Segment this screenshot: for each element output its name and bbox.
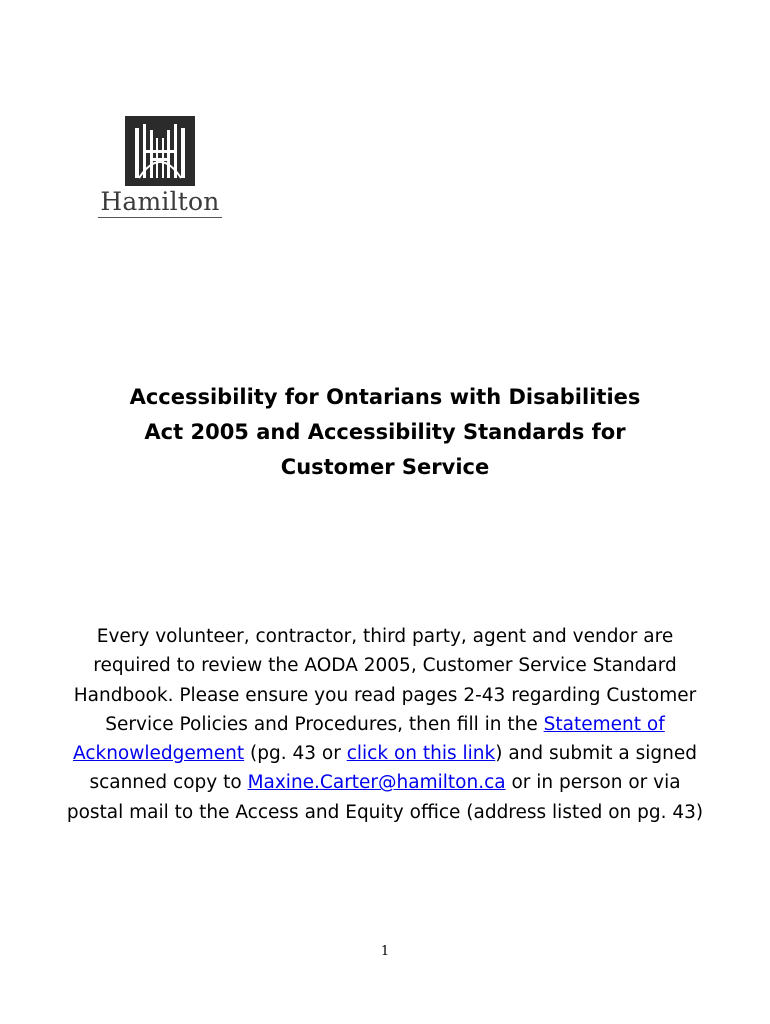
hamilton-logo bbox=[98, 116, 224, 220]
click-on-this-link[interactable]: click on this link bbox=[346, 743, 496, 765]
hamilton-wordmark: Hamilton bbox=[100, 187, 220, 216]
title-line-1: Accessibility for Ontarians with Disabilities bbox=[129, 385, 641, 409]
document-title bbox=[60, 380, 710, 485]
title-line-3: Customer Service bbox=[280, 455, 490, 479]
email-link[interactable]: Maxine.Carter@hamilton.ca bbox=[247, 772, 506, 794]
instructions-text-1: Every volunteer, contractor, third party, agent and vendor are required to review the AODA 2005, Customer Service Standard Handbook. Please ensure you read pages 2-43 regarding Customer Service Policies and Procedures, then fill in the bbox=[73, 626, 697, 735]
statement-of-acknowledgement-link[interactable]: Statement of Acknowledgement bbox=[72, 713, 665, 765]
hamilton-emblem-icon bbox=[125, 116, 195, 186]
instructions-text-2: (pg. 43 or bbox=[244, 743, 347, 765]
title-line-2: Act 2005 and Accessibility Standards for bbox=[144, 420, 626, 444]
logo-underline bbox=[98, 217, 222, 218]
instructions-paragraph bbox=[62, 622, 708, 827]
instructions-text-3: ) and submit a signed scanned copy to bbox=[89, 743, 698, 794]
instructions-text-4: or in person or via postal mail to the Access and Equity office (address listed on pg. 43) bbox=[66, 772, 704, 823]
page-number: 1 bbox=[380, 944, 390, 959]
